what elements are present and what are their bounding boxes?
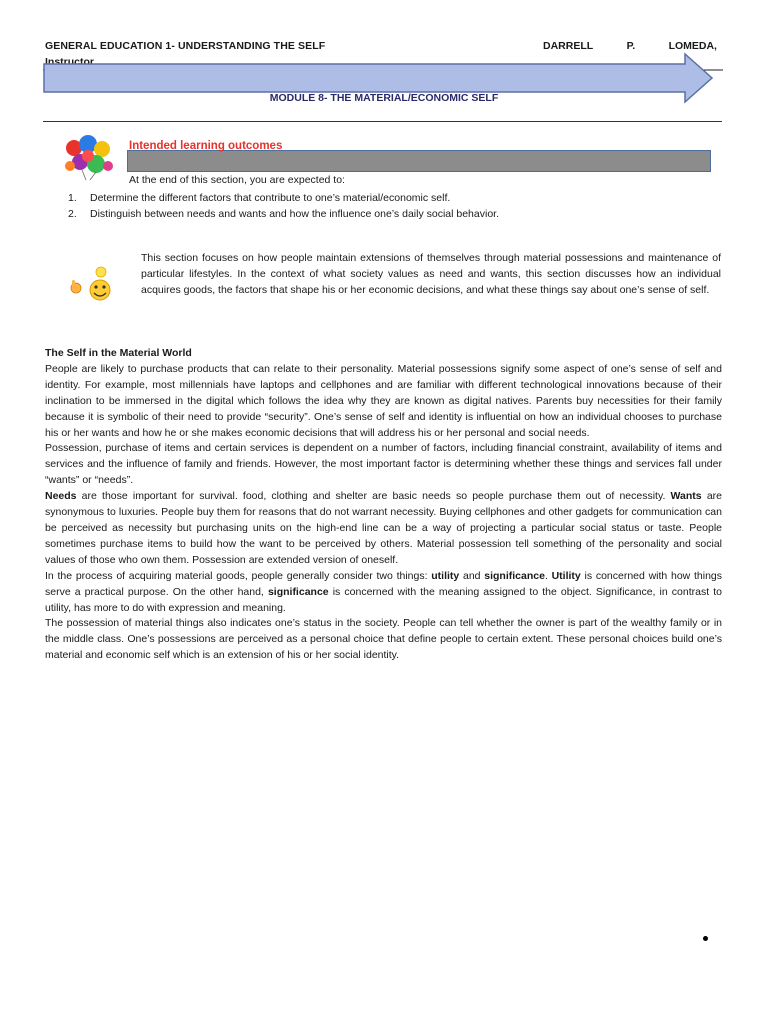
divider xyxy=(43,121,722,122)
course-title: GENERAL EDUCATION 1- UNDERSTANDING THE SELF xyxy=(45,40,326,52)
outcomes-bar xyxy=(127,150,711,172)
instructor-first: DARRELL xyxy=(543,40,594,52)
bullet-dot xyxy=(703,936,708,941)
paragraph: People are likely to purchase products that can relate to their personality. Material possessions signify some aspect of one’s sense of self and identity. For example, most millennials have laptops and cellphones and are familiar with different technological innovations because of their inclination to be immersed in the digital which follows the idea why they are known as digital natives. Parents buy necessities for their family because it is symbolic of their need to provide “security”. One’s sense of self and identity is influential on how an individual chooses to purchase his or her wants and how he or she makes economic decisions that will address his or her personal and social needs. xyxy=(45,362,722,439)
section-title: The Self in the Material World xyxy=(45,347,192,359)
outcomes-list xyxy=(68,190,728,222)
list-item: 2. Distinguish between needs and wants and how the influence one’s daily social behavior. xyxy=(68,208,499,220)
section-body xyxy=(45,346,722,664)
idea-emoji-icon xyxy=(66,266,116,302)
module-title: MODULE 8- THE MATERIAL/ECONOMIC SELF xyxy=(269,92,499,104)
instructor-role: Instructor xyxy=(45,56,95,68)
instructor-name xyxy=(543,40,717,52)
instructor-last: LOMEDA, xyxy=(668,40,717,52)
balloons-icon xyxy=(62,134,116,180)
instructor-middle: P. xyxy=(626,40,636,52)
list-item: 1. Determine the different factors that contribute to one’s material/economic self. xyxy=(68,192,451,204)
outcomes-heading: Intended learning outcomes xyxy=(129,140,283,152)
paragraph: Needs are those important for survival. food, clothing and shelter are basic needs so people purchase them out of necessity. Wants are synonymous to luxuries. People buy them for reasons that do not warrant necessity. Buying cellphones and other gadgets for communication can be perceived as necessity but purchasing units on the high-end line can be a way of projecting a particular social status or taste. People sometimes purchase items to build how the want to be perceived by others. Material possession tell something of the personality and social values of those who own them. Possession are extended version of oneself. xyxy=(45,490,722,566)
paragraph: The possession of material things also indicates one’s status in the society. People can tell whether the owner is part of the wealthy family or in the middle class. One’s possessions are perceived as a personal choice that define people to certain extent. These personal choices build one’s material and economic self which is an extension of his or her social identity. xyxy=(45,617,722,662)
paragraph: In the process of acquiring material goods, people generally consider two things: utility and significance. Utility is concerned with how things serve a practical purpose. On the other hand, significance is concerned with the meaning assigned to the object. Significance, in contrast to utility, has more to do with expression and meaning. xyxy=(45,569,722,614)
outcomes-intro: At the end of this section, you are expected to: xyxy=(129,174,345,186)
paragraph: Possession, purchase of items and certain services is dependent on a number of factors, including financial constraint, availability of items and services and the influence of family and friends. However, the most important factor is determining whether these things and services fall under “wants” or “needs”. xyxy=(45,442,722,487)
overview-text: This section focuses on how people maintain extensions of themselves through material possessions and maintenance of particular lifestyles. In the context of what society values as need and wants, this section discusses how an individual acquires goods, the factors that shape his or her economic decisions, and what these things say about one’s sense of self. xyxy=(141,252,721,297)
